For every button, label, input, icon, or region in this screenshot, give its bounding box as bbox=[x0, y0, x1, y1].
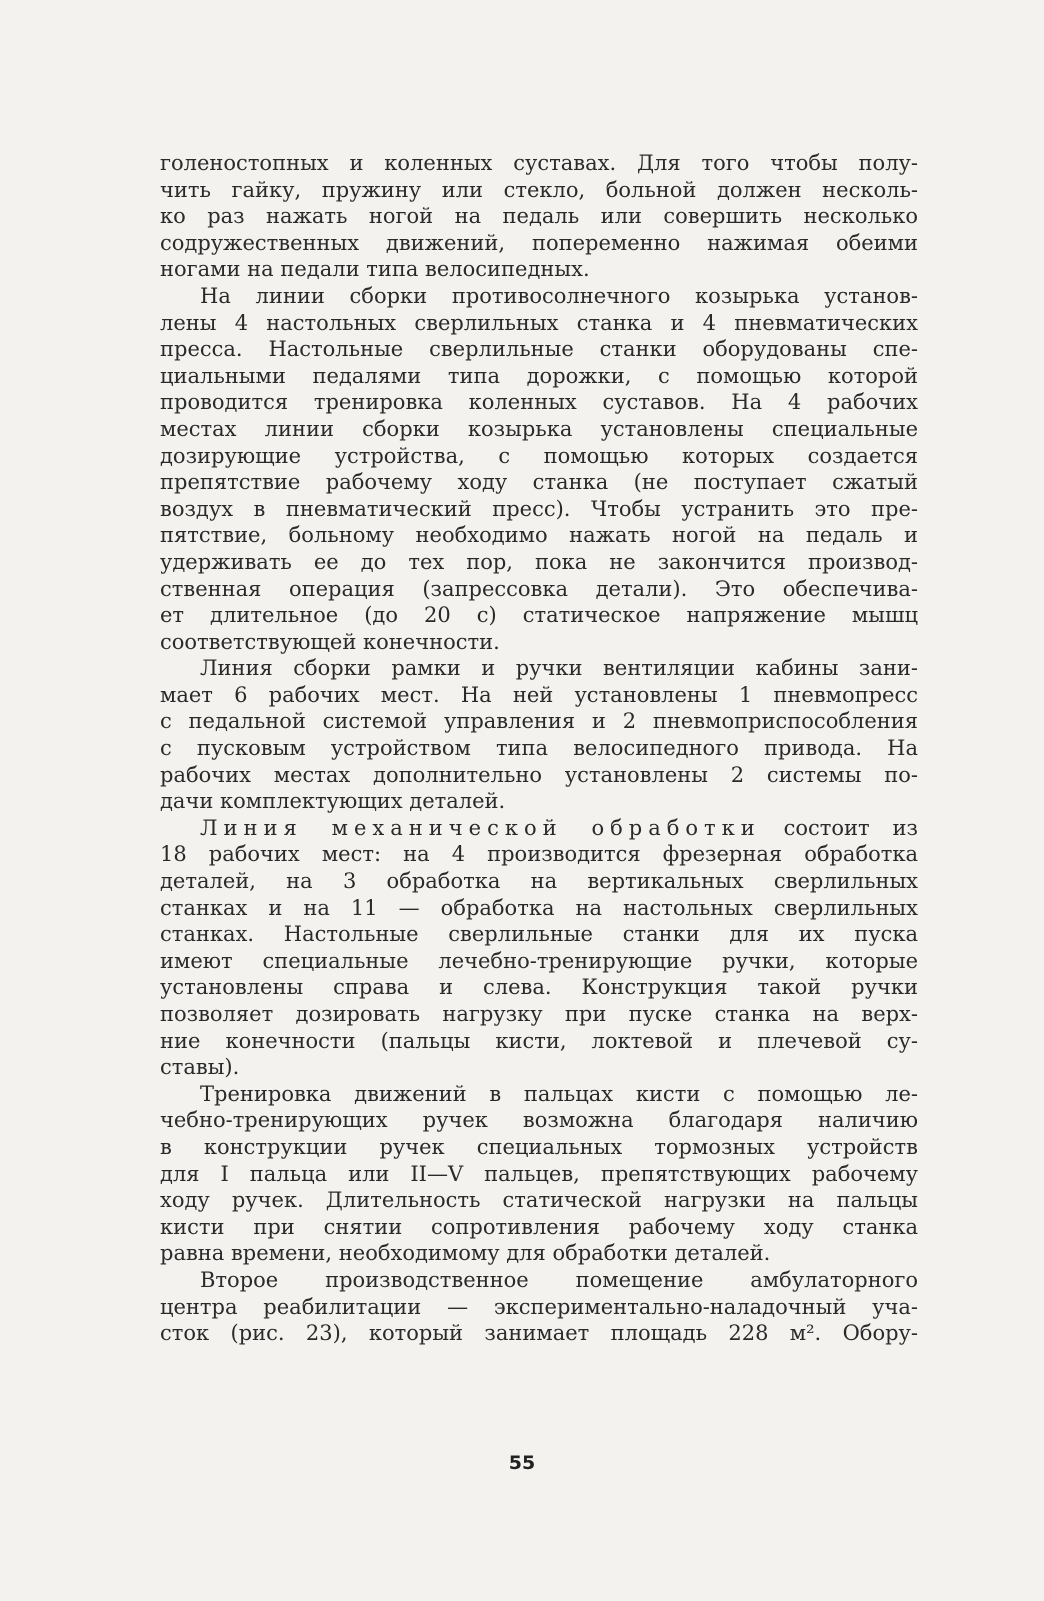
text-line: соответствующей конечности. bbox=[160, 629, 500, 654]
text-line: равна времени, необходимому для обработки деталей. bbox=[160, 1241, 771, 1266]
text-line: 18 рабочих мест: на 4 производится фрезерная обработка bbox=[160, 842, 918, 867]
text-line: позволяет дозировать нагрузку при пуске станка на верх- bbox=[160, 1002, 918, 1026]
text-line: препятствие рабочему ходу станка (не поступает сжатый bbox=[160, 470, 918, 495]
text-line: имеют специальные лечебно-тренирующие ручки, которые bbox=[160, 948, 918, 973]
text-line: центра реабилитации — экспериментально-наладочный уча- bbox=[160, 1294, 918, 1319]
text-line: ственная операция (запрессовка детали). Это обеспечива- bbox=[160, 576, 918, 601]
text-line: ко раз нажать ногой на педаль или совершить несколько bbox=[160, 204, 918, 229]
text-line: воздух в пневматический пресс). Чтобы устранить это пре- bbox=[160, 496, 918, 521]
text-line bbox=[160, 815, 918, 842]
text-line: дозирующие устройства, с помощью которых создается bbox=[160, 443, 918, 468]
text-line: ние конечности (пальцы кисти, локтевой и плечевой су- bbox=[160, 1028, 918, 1053]
text-line: рабочих местах дополнительно установлены 2 системы по- bbox=[160, 762, 918, 787]
text-line: проводится тренировка коленных суставов. На 4 рабочих bbox=[160, 390, 918, 415]
text-line: На линии сборки противосолнечного козырька установ- bbox=[200, 283, 918, 308]
text-line: голеностопных и коленных суставах. Для того чтобы полу- bbox=[160, 151, 918, 175]
body-text bbox=[160, 150, 918, 1347]
spaced-heading-text: Линия механической обработки bbox=[200, 815, 761, 840]
text-line: мает 6 рабочих мест. На ней установлены 1 пневмопресс bbox=[160, 682, 918, 707]
text-line: для I пальца или II—V пальцев, препятствующих рабочему bbox=[160, 1161, 918, 1186]
text-line: сток (рис. 23), который занимает площадь 228 м². Обору- bbox=[160, 1321, 918, 1346]
text-line: станках и на 11 — обработка на настольных сверлильных bbox=[160, 895, 918, 920]
text-line: кисти при снятии сопротивления рабочему ходу станка bbox=[160, 1214, 918, 1239]
text-line: в конструкции ручек специальных тормозных устройств bbox=[160, 1134, 918, 1159]
text-line: Линия сборки рамки и ручки вентиляции кабины зани- bbox=[200, 656, 918, 681]
text-line: станках. Настольные сверлильные станки для их пуска bbox=[160, 922, 918, 947]
text-line: удерживать ее до тех пор, пока не закончится производ- bbox=[160, 549, 918, 574]
text-line: Тренировка движений в пальцах кисти с помощью ле- bbox=[200, 1081, 918, 1106]
text-line: содружественных движений, попеременно нажимая обеими bbox=[160, 230, 918, 255]
line-suffix-text: состоит из bbox=[760, 815, 918, 840]
text-line: пресса. Настольные сверлильные станки оборудованы спе- bbox=[160, 337, 918, 362]
text-line: Второе производственное помещение амбулаторного bbox=[200, 1267, 918, 1292]
page-number: 55 bbox=[508, 1452, 536, 1474]
text-line: ногами на педали типа велосипедных. bbox=[160, 257, 590, 282]
text-line: установлены справа и слева. Конструкция такой ручки bbox=[160, 975, 918, 1000]
text-line: местах линии сборки козырька установлены специальные bbox=[160, 416, 918, 441]
text-line: лены 4 настольных сверлильных станка и 4 пневматических bbox=[160, 310, 918, 335]
text-line: с пусковым устройством типа велосипедного привода. На bbox=[160, 736, 918, 761]
text-line: деталей, на 3 обработка на вертикальных сверлильных bbox=[160, 869, 918, 894]
text-line: дачи комплектующих деталей. bbox=[160, 789, 506, 814]
text-line: ходу ручек. Длительность статической нагрузки на пальцы bbox=[160, 1188, 918, 1213]
text-line: чебно-тренирующих ручек возможна благодаря наличию bbox=[160, 1108, 918, 1133]
text-line: ет длительное (до 20 с) статическое напряжение мышц bbox=[160, 603, 918, 628]
text-line: ставы). bbox=[160, 1055, 240, 1080]
text-line: чить гайку, пружину или стекло, больной должен несколь- bbox=[160, 177, 918, 202]
text-line: пятствие, больному необходимо нажать ногой на педаль и bbox=[160, 523, 918, 548]
text-line: циальными педалями типа дорожки, с помощью которой bbox=[160, 363, 918, 388]
text-line: с педальной системой управления и 2 пневмоприспособления bbox=[160, 709, 918, 734]
